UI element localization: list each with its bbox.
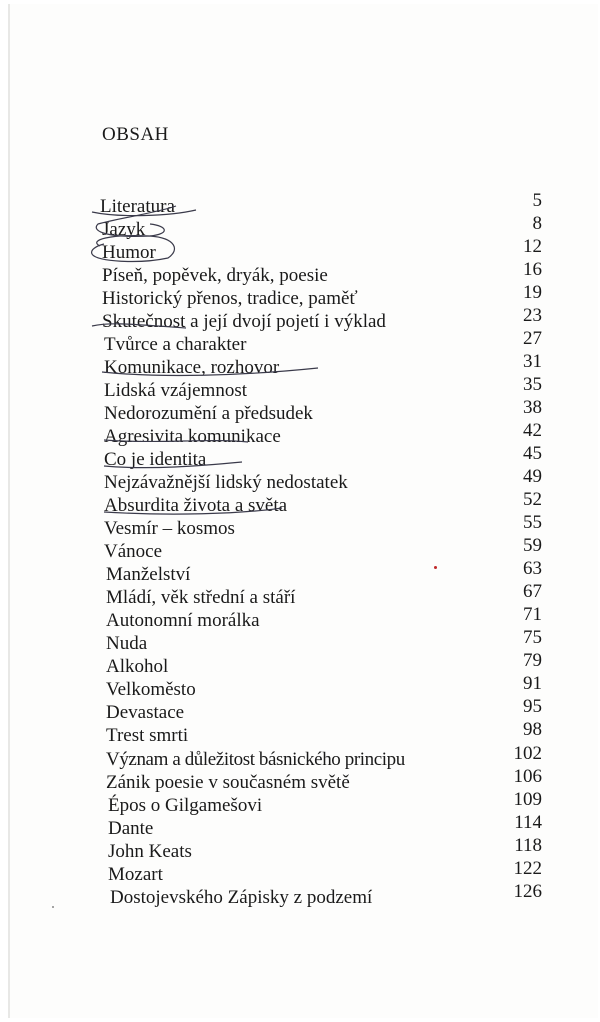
toc-entry-page: 67 xyxy=(523,581,542,602)
toc-entry xyxy=(0,466,600,495)
toc-entry-page: 8 xyxy=(532,213,542,234)
toc-entry xyxy=(0,190,600,219)
toc-entry-page: 91 xyxy=(523,673,542,694)
toc-entry xyxy=(0,374,600,403)
toc-entry xyxy=(0,236,600,265)
toc-entry xyxy=(0,858,600,887)
toc-entry-title: Tvůrce a charakter xyxy=(104,334,247,355)
toc-entry-title: Jazyk xyxy=(102,219,146,240)
toc-entry xyxy=(0,719,600,748)
toc-entry xyxy=(0,835,600,864)
toc-entry-page: 114 xyxy=(514,812,542,833)
toc-entry xyxy=(0,581,600,610)
toc-entry xyxy=(0,604,600,633)
toc-entry-title: Trest smrti xyxy=(106,725,189,746)
toc-entry-title: Alkohol xyxy=(106,656,169,677)
toc-entry xyxy=(0,627,600,656)
toc-entry-page: 75 xyxy=(523,627,542,648)
toc-entry xyxy=(0,535,600,564)
toc-entry-title: Komunikace, rozhovor xyxy=(104,357,280,378)
toc-entry-title: Mozart xyxy=(108,864,163,885)
toc-entry-page: 106 xyxy=(513,766,542,787)
ink-speck xyxy=(52,906,54,908)
toc-entry-page: 55 xyxy=(523,512,542,533)
toc-entry xyxy=(0,512,600,541)
toc-entry-page: 5 xyxy=(532,190,542,211)
toc-entry xyxy=(0,351,600,380)
toc-entry-title: Nejzávažnější lidský nedostatek xyxy=(104,472,348,493)
toc-entry-page: 71 xyxy=(523,604,542,625)
toc-entry xyxy=(0,812,600,841)
toc-entry xyxy=(0,673,600,702)
toc-entry xyxy=(0,443,600,472)
toc-entry xyxy=(0,305,600,334)
toc-entry-title: Dostojevského Zápisky z podzemí xyxy=(110,887,373,908)
toc-entry-page: 118 xyxy=(514,835,542,856)
toc-entry xyxy=(0,397,600,426)
toc-entry-title: Agresivita komunikace xyxy=(104,426,281,447)
toc-entry-title: Devastace xyxy=(106,702,185,723)
toc-entry-page: 98 xyxy=(523,719,542,740)
toc-entry-page: 49 xyxy=(523,466,542,487)
toc-entry-page: 52 xyxy=(523,489,542,510)
toc-entry xyxy=(0,558,600,587)
toc-entry-title: Píseň, popěvek, dryák, poesie xyxy=(102,265,328,286)
toc-entry-page: 63 xyxy=(523,558,542,579)
toc-entry-title: Mládí, věk střední a stáří xyxy=(106,587,296,608)
toc-entry xyxy=(0,213,600,242)
toc-entry-page: 38 xyxy=(523,397,542,418)
toc-entry-page: 19 xyxy=(523,282,542,303)
toc-entry-title: Literatura xyxy=(100,196,175,217)
toc-entry-title: Nuda xyxy=(106,633,148,654)
toc-entry xyxy=(0,282,600,311)
toc-entry-title: Co je identita xyxy=(104,449,207,470)
toc-entry-page: 126 xyxy=(513,881,542,902)
toc-entry-page: 16 xyxy=(523,259,542,280)
toc-entry-title: Humor xyxy=(102,242,156,263)
toc-entry-page: 31 xyxy=(523,351,542,372)
toc-entry xyxy=(0,328,600,357)
toc-entry xyxy=(0,420,600,449)
toc-entry-title: Vesmír – kosmos xyxy=(104,518,235,539)
toc-entry-page: 45 xyxy=(523,443,542,464)
toc-entry-page: 42 xyxy=(523,420,542,441)
toc-entry xyxy=(0,650,600,679)
toc-entry-page: 12 xyxy=(523,236,542,257)
toc-entry xyxy=(0,789,600,818)
toc-entry-page: 79 xyxy=(523,650,542,671)
toc-entry-title: Dante xyxy=(108,818,154,839)
toc-entry-page: 27 xyxy=(523,328,542,349)
toc-entry-page: 102 xyxy=(513,743,542,764)
toc-entry-title: Význam a důležitost básnického principu xyxy=(106,749,405,770)
toc-entry xyxy=(0,696,600,725)
toc-entry-title: Vánoce xyxy=(104,541,163,562)
toc-entry xyxy=(0,881,600,910)
toc-entry-title: Skutečnost a její dvojí pojetí i výklad xyxy=(102,311,386,332)
toc-entry-page: 23 xyxy=(523,305,542,326)
toc-entry xyxy=(0,489,600,518)
toc-entry-page: 109 xyxy=(513,789,542,810)
toc-entry xyxy=(0,766,600,795)
toc-entry-title: John Keats xyxy=(108,841,192,862)
toc-entry-page: 59 xyxy=(523,535,542,556)
page-title: OBSAH xyxy=(102,124,169,145)
toc-entry-page: 95 xyxy=(523,696,542,717)
toc-entry-title: Lidská vzájemnost xyxy=(104,380,247,401)
toc-entry-title: Épos o Gilgamešovi xyxy=(108,795,263,816)
toc-entry-title: Manželství xyxy=(106,564,191,585)
toc-entry-title: Zánik poesie v současném světě xyxy=(106,772,350,793)
toc-entry-title: Historický přenos, tradice, paměť xyxy=(102,288,358,309)
red-ink-dot xyxy=(434,566,437,569)
toc-entry-title: Autonomní morálka xyxy=(106,610,260,631)
toc-entry-title: Velkoměsto xyxy=(106,679,196,700)
toc-entry-title: Absurdita života a světa xyxy=(104,495,288,516)
toc-entry-title: Nedorozumění a předsudek xyxy=(104,403,313,424)
toc-entry-page: 35 xyxy=(523,374,542,395)
toc-entry xyxy=(0,743,600,772)
toc-entry-page: 122 xyxy=(513,858,542,879)
toc-entry xyxy=(0,259,600,288)
